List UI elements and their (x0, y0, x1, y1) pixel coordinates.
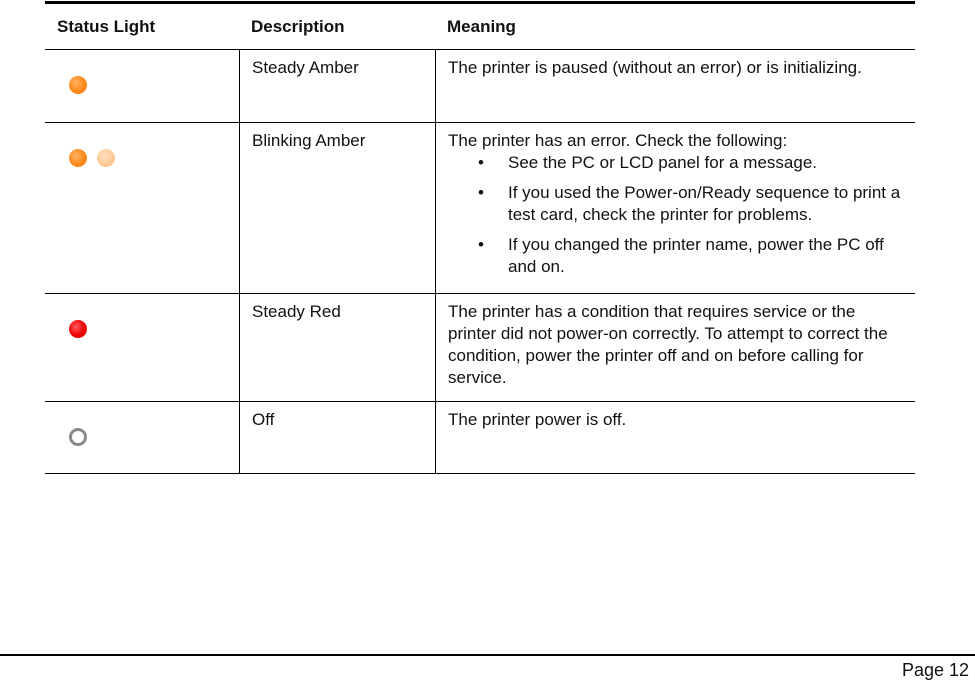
footer-rule (0, 654, 975, 656)
off-light-icon (69, 428, 87, 446)
meaning-intro: The printer has an error. Check the following: (448, 131, 788, 150)
header-description: Description (251, 17, 345, 36)
description-cell: Steady Red (239, 294, 435, 401)
table-row (45, 402, 915, 474)
bullet-icon: • (478, 153, 484, 172)
amber-light-icon (69, 76, 87, 94)
page-number: Page 12 (901, 660, 969, 680)
red-light-icon (69, 320, 87, 338)
status-light-cell (45, 294, 239, 401)
meaning-cell: The printer has a condition that requires service or the printer did not power-on correctly. To attempt to correct the condition, power the printer off and on before calling for service. (435, 294, 915, 401)
amber-light-icon (69, 149, 87, 167)
list-item (448, 182, 907, 226)
description-cell: Steady Amber (239, 50, 435, 122)
header-status-light: Status Light (57, 17, 156, 36)
meaning-cell (435, 123, 915, 293)
bullet-icon: • (478, 183, 484, 202)
check-list (448, 152, 907, 278)
table-row (45, 50, 915, 123)
description-cell: Off (239, 402, 435, 473)
meaning-cell: The printer power is off. (435, 402, 915, 473)
table-row (45, 294, 915, 402)
status-light-cell (45, 402, 239, 473)
list-item-text: See the PC or LCD panel for a message. (508, 153, 817, 172)
bullet-icon: • (478, 235, 484, 254)
meaning-cell: The printer is paused (without an error) or is initializing. (435, 50, 915, 122)
header-meaning: Meaning (447, 17, 516, 36)
description-cell: Blinking Amber (239, 123, 435, 293)
list-item (448, 152, 907, 174)
status-light-cell (45, 123, 239, 293)
status-light-cell (45, 50, 239, 122)
list-item-text: If you used the Power-on/Ready sequence to print a test card, check the printer for problems. (508, 183, 901, 224)
status-light-table (45, 0, 915, 474)
amber-dim-light-icon (97, 149, 115, 167)
table-row (45, 123, 915, 294)
list-item-text: If you changed the printer name, power the PC off and on. (508, 235, 884, 276)
table-header-row (45, 4, 915, 50)
list-item (448, 234, 907, 278)
